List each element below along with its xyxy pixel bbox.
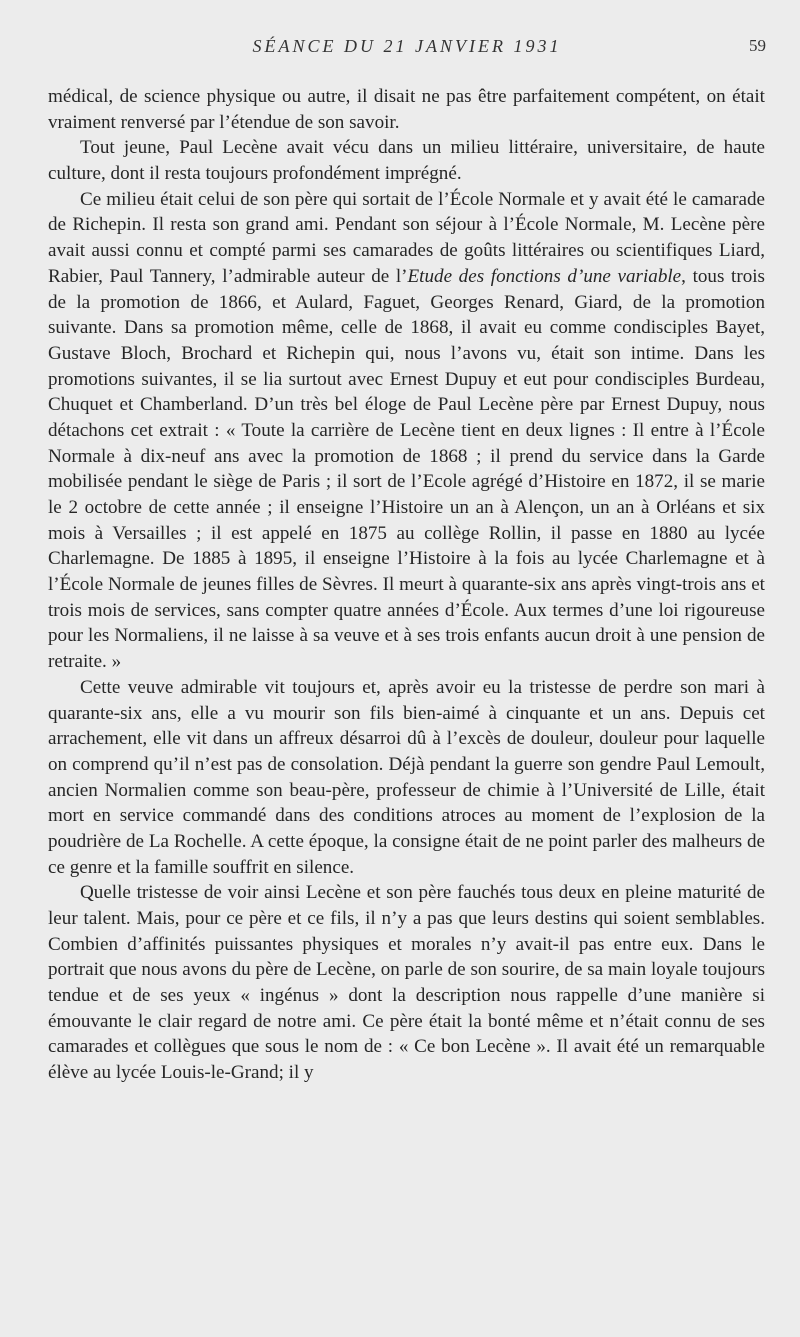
paragraph-4: Cette veuve admirable vit toujours et, après avoir eu la tristesse de perdre son mari à quarante-six ans, elle a vu mourir son fils bien-aimé à cinquante et un ans. Depuis cet arrachement, elle vit dans un affreux désarroi dû à l’excès de douleur, douleur pour laquelle on comprend qu’il n’est pas de consolation. Déjà pendant la guerre son gendre Paul Lemoult, ancien Normalien comme son beau-père, professeur de chimie à l’Université de Lille, était mort en service commandé dans des conditions atroces au moment de l’explosion de la poudrière de La Rochelle. A cette époque, la consigne était de ne point parler des malheurs de ce genre et la famille souffrit en silence. xyxy=(48,676,765,878)
page-header xyxy=(48,36,766,66)
paragraph-5: Quelle tristesse de voir ainsi Lecène et son père fauchés tous deux en pleine maturité de leur talent. Mais, pour ce père et ce fils, il n’y a pas que leurs destins qui soient semblables. Combien d’affinités puissantes physiques et morales n’y avait-il pas entre eux. Dans le portrait que nous avons du père de Lecène, on parle de son sourire, de sa main loyale toujours tendue et de ses yeux « ingénus » dont la description nous rappelle d’une manière si émouvante le clair regard de notre ami. Ce père était la bonté même et n’était connu de ses camarades et collègues que sous le nom de : « Ce bon Lecène ». Il avait été un remarquable élève au lycée Louis-le-Grand; il y xyxy=(48,882,765,1084)
running-head: SÉANCE DU 21 JANVIER 1931 xyxy=(252,36,562,56)
paragraph-3 xyxy=(48,187,765,675)
page-number: 59 xyxy=(749,36,766,55)
paragraph-3-text-after: , tous trois de la promotion de 1866, et Aulard, Faguet, Georges Renard, Giard, de la promotion suivante. Dans sa promotion même, celle de 1868, il avait eu comme condisciples Bayet, Gustave Bloch, Brochard et Richepin qui, nous l’avons vu, était son intime. Dans les promotions suivantes, il se lia surtout avec Ernest Dupuy et eut pour condisciples Burdeau, Chuquet et Chamberland. D’un très bel éloge de Paul Lecène père par Ernest Dupuy, nous détachons cet extrait : « Toute la carrière de Lecène tient en deux lignes : Il entre à l’École Normale à dix-neuf ans avec la promotion de 1868 ; il prend du service dans la Garde mobilisée pendant le siège de Paris ; il sort de l’Ecole agrégé d’Histoire en 1872, il se marie le 2 octobre de cette année ; il enseigne l’Histoire un an à Alençon, un an à Orléans et six mois à Versailles ; il est appelé en 1875 au collège Rollin, il passe en 1880 au lycée Charlemagne. De 1885 à 1895, il enseigne l’Histoire à la fois au lycée Charlemagne et à l’École Normale de jeunes filles de Sèvres. Il meurt à quarante-six ans après vingt-trois ans et trois mois de services, sans compter quatre années d’École. Aux termes d’une loi rigoureuse pour les Normaliens, il ne laisse à sa veuve et à ses trois enfants aucun droit à une pension de retraite. » xyxy=(48,265,765,673)
paragraph-1: médical, de science physique ou autre, il disait ne pas être parfaitement compétent, on était vraiment renversé par l’étendue de son savoir. xyxy=(48,86,765,133)
book-title: Etude des fonctions d’une variable xyxy=(407,265,682,287)
body-text xyxy=(48,84,765,1086)
paragraph-3-text-before: Ce milieu était celui de son père qui sortait de l’École Normale et y avait été le camarade de Richepin. Il resta son grand ami. Pendant son séjour à l’École Normale, M. Lecène père avait aussi connu et compté parmi ses camarades de goûts littéraires ou scientifiques Liard, Rabier, Paul Tannery, l’admirable auteur de l’ xyxy=(48,188,765,287)
paragraph-2: Tout jeune, Paul Lecène avait vécu dans un milieu littéraire, universitaire, de haute culture, dont il resta toujours profondément imprégné. xyxy=(48,137,765,185)
